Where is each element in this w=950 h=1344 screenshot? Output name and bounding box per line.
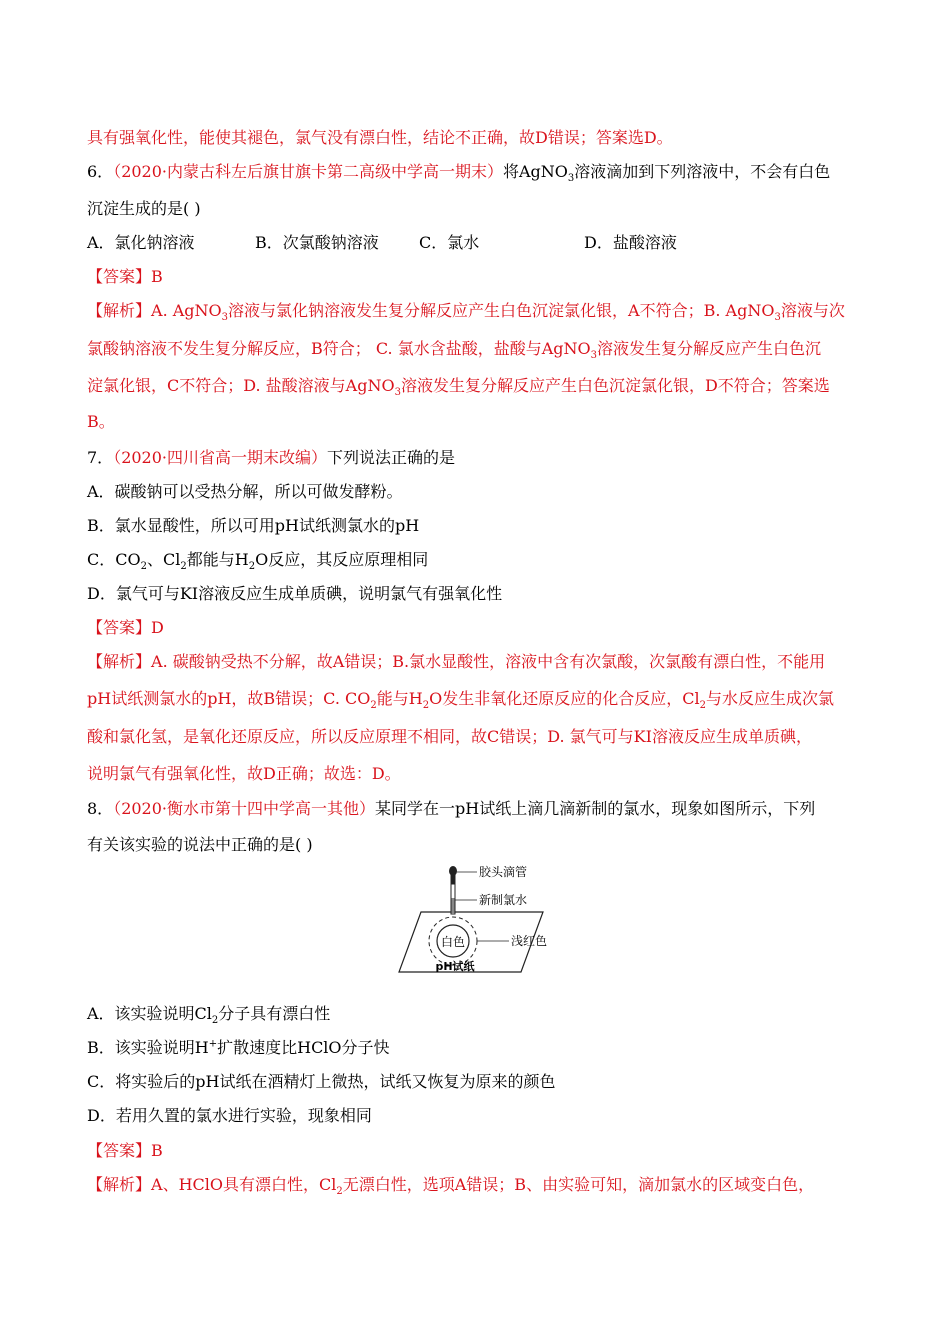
q6-option-d: D．盐酸溶液 xyxy=(584,233,677,252)
answer-label: 【答案】 xyxy=(87,1141,152,1160)
q6-analysis-line: B。 xyxy=(87,412,115,431)
q6-answer xyxy=(87,267,163,287)
q7-stem xyxy=(87,448,455,468)
q6-source: （2020·内蒙古科左后旗甘旗卡第二高级中学高一期末） xyxy=(113,162,503,181)
q6-stem-part: 将AgNO xyxy=(503,162,568,181)
superscript: + xyxy=(208,1038,218,1050)
light-red-label: 浅红色 xyxy=(511,934,548,948)
q6-option-a: A．氯化钠溶液 xyxy=(87,233,195,252)
option-text: A．该实验说明Cl xyxy=(87,1004,212,1023)
q6-number: 6． xyxy=(87,162,114,181)
option-text: 、Cl xyxy=(146,550,181,569)
q7-source: （2020·四川省高一期末改编） xyxy=(113,448,327,467)
q6-analysis-line xyxy=(87,376,830,399)
analysis-text: A. AgNO xyxy=(151,301,222,320)
q6-stem-part: 溶液滴加到下列溶液中，不会有白色 xyxy=(574,162,831,181)
dropper-label: 胶头滴管 xyxy=(479,865,528,879)
q7-answer xyxy=(87,618,164,638)
q7-option-b: B．氯水显酸性，所以可用pH试纸测氯水的pH xyxy=(87,516,420,535)
q6-options xyxy=(87,233,677,253)
analysis-text: 与水反应生成次氯 xyxy=(705,689,834,708)
analysis-text: 能与H xyxy=(376,689,423,708)
analysis-text: 氯酸钠溶液不发生复分解反应，B符合； C. 氯水含盐酸，盐酸与AgNO xyxy=(87,339,591,358)
chlorine-water-in-tube xyxy=(452,898,455,914)
q8-stem-line2: 有关该实验的说法中正确的是( ) xyxy=(87,835,313,854)
q8-stem-text: 某同学在一pH试纸上滴几滴新制的氯水，现象如图所示，下列 xyxy=(375,799,816,818)
analysis-text: O发生非氧化还原反应的化合反应，Cl xyxy=(429,689,700,708)
analysis-text: A、HClO具有漂白性，Cl xyxy=(151,1175,337,1194)
analysis-text: 溶液与次 xyxy=(780,301,845,320)
option-text: 都能与H xyxy=(186,550,249,569)
subscript: 2 xyxy=(248,561,256,573)
subscript: 2 xyxy=(422,700,430,712)
q8-stem xyxy=(87,799,815,819)
q7-analysis-line xyxy=(87,689,834,712)
q7-stem-text: 下列说法正确的是 xyxy=(327,448,456,467)
dropper-neck xyxy=(451,875,456,884)
q8-answer xyxy=(87,1141,163,1161)
subscript: 2 xyxy=(211,1015,219,1027)
q8-source: （2020·衡水市第十四中学高一其他） xyxy=(113,799,375,818)
answer-label: 【答案】 xyxy=(87,618,152,637)
q8-option-b xyxy=(87,1038,390,1058)
analysis-text: A. 碳酸钠受热不分解，故A错误；B.氯水显酸性，溶液中含有次氯酸，次氯酸有漂白性，不能用 xyxy=(151,652,826,671)
subscript: 2 xyxy=(370,700,377,712)
ph-paper-figure xyxy=(397,862,567,978)
q7-option-c xyxy=(87,550,429,573)
q6-option-b: B．次氯酸钠溶液 xyxy=(255,233,379,252)
answer-value: B xyxy=(151,1141,163,1160)
analysis-text: pH试纸测氯水的pH，故B错误；C. CO xyxy=(87,689,371,708)
q6-stem xyxy=(87,162,831,185)
subscript: 3 xyxy=(394,387,401,399)
analysis-text: 溶液与氯化钠溶液发生复分解反应产生白色沉淀氯化银，A不符合；B. AgNO xyxy=(228,301,775,320)
answer-value: D xyxy=(151,618,164,637)
q7-analysis-line xyxy=(87,652,825,672)
analysis-label: 【解析】 xyxy=(87,1175,152,1194)
q7-analysis-line: 说明氯气有强氧化性，故D正确；故选：D。 xyxy=(87,764,401,783)
subscript: 3 xyxy=(590,350,597,362)
q8-option-a xyxy=(87,1004,331,1027)
q6-stem-line2: 沉淀生成的是( ) xyxy=(87,199,201,218)
q7-option-d: D．氯气可与KI溶液反应生成单质碘，说明氯气有强氧化性 xyxy=(87,584,503,603)
white-label: 白色 xyxy=(440,935,466,949)
q6-analysis-line xyxy=(87,339,821,362)
q7-number: 7． xyxy=(87,448,114,467)
q7-option-a: A．碳酸钠可以受热分解，所以可做发酵粉。 xyxy=(87,482,403,501)
q7-analysis-line: 酸和氯化氢，是氧化还原反应，所以反应原理不相同，故C错误；D. 氯气可与KI溶液反应生成单质碘， xyxy=(87,727,812,746)
dropper-bulb xyxy=(449,866,457,876)
subscript: 2 xyxy=(180,561,187,573)
analysis-text: 溶液发生复分解反应产生白色沉 xyxy=(596,339,821,358)
q8-number: 8． xyxy=(87,799,114,818)
subscript: 3 xyxy=(774,312,781,324)
chlorine-water-label: 新制氯水 xyxy=(479,893,528,907)
subscript: 3 xyxy=(567,173,575,185)
answer-value: B xyxy=(151,267,163,286)
answer-label: 【答案】 xyxy=(87,267,152,286)
analysis-label: 【解析】 xyxy=(87,652,152,671)
q8-option-c: C．将实验后的pH试纸在酒精灯上微热，试纸又恢复为原来的颜色 xyxy=(87,1072,556,1091)
subscript: 2 xyxy=(699,700,706,712)
analysis-continuation: 具有强氧化性，能使其褪色，氯气没有漂白性，结论不正确，故D错误；答案选D。 xyxy=(87,128,673,147)
option-text: C．CO xyxy=(87,550,141,569)
q6-analysis-line xyxy=(87,301,845,324)
q6-option-c: C．氯水 xyxy=(419,233,480,252)
option-text: B．该实验说明H xyxy=(87,1038,209,1057)
option-text: O反应，其反应原理相同 xyxy=(255,550,429,569)
subscript: 2 xyxy=(336,1186,343,1198)
subscript: 3 xyxy=(221,312,229,324)
subscript: 2 xyxy=(140,561,147,573)
analysis-text: 淀氯化银，C不符合；D. 盐酸溶液与AgNO xyxy=(87,376,395,395)
q8-analysis-line xyxy=(87,1175,815,1198)
option-text: 分子具有漂白性 xyxy=(218,1004,331,1023)
analysis-label: 【解析】 xyxy=(87,301,152,320)
ph-paper-label: pH试纸 xyxy=(435,960,475,973)
q8-option-d: D．若用久置的氯水进行实验，现象相同 xyxy=(87,1106,372,1125)
option-text: 扩散速度比HClO分子快 xyxy=(217,1038,390,1057)
analysis-text: 无漂白性，选项A错误；B、由实验可知，滴加氯水的区域变白色， xyxy=(342,1175,815,1194)
analysis-text: 溶液发生复分解反应产生白色沉淀氯化银，D不符合；答案选 xyxy=(400,376,830,395)
